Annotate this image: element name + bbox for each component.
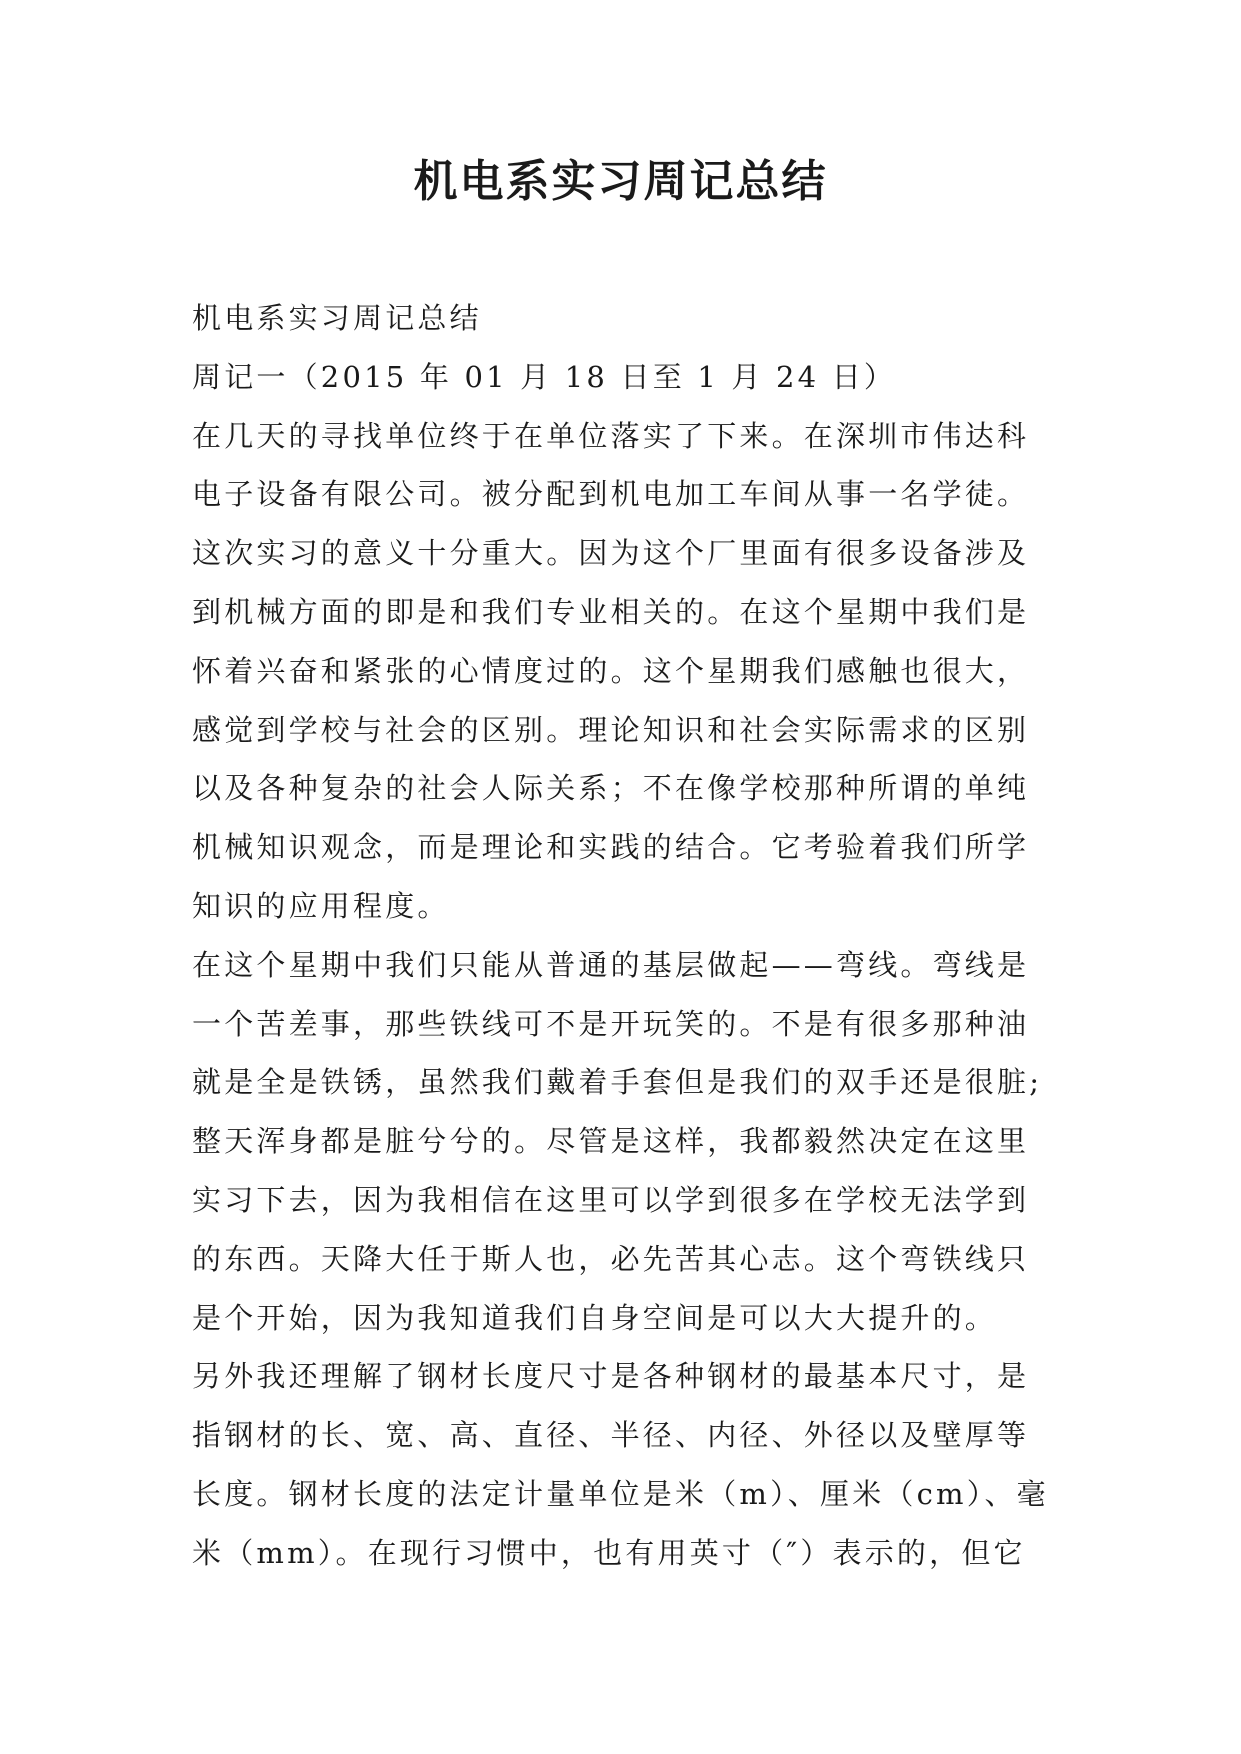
body-line: 的东西。天降大任于斯人也，必先苦其心志。这个弯铁线只 xyxy=(192,1241,1030,1276)
body-line: 机械知识观念，而是理论和实践的结合。它考验着我们所学 xyxy=(192,830,1030,865)
body-line: 到机械方面的即是和我们专业相关的。在这个星期中我们是 xyxy=(192,594,1030,629)
body-line: 长度。钢材长度的法定计量单位是米（m）、厘米（cm）、毫 xyxy=(192,1476,1049,1511)
body-line: 怀着兴奋和紧张的心情度过的。这个星期我们感触也很大， xyxy=(192,653,1030,688)
body-line: 就是全是铁锈，虽然我们戴着手套但是我们的双手还是很脏; xyxy=(192,1065,1043,1100)
body-line: 一个苦差事，那些铁线可不是开玩笑的。不是有很多那种油 xyxy=(192,1006,1030,1041)
document-body xyxy=(192,289,1092,1583)
body-line: 以及各种复杂的社会人际关系；不在像学校那种所谓的单纯 xyxy=(192,771,1030,806)
body-line: 是个开始，因为我知道我们自身空间是可以大大提升的。 xyxy=(192,1300,998,1335)
body-line: 感觉到学校与社会的区别。理论知识和社会实际需求的区别 xyxy=(192,712,1030,747)
body-line: 在这个星期中我们只能从普通的基层做起——弯线。弯线是 xyxy=(192,947,1030,982)
body-line: 指钢材的长、宽、高、直径、半径、内径、外径以及壁厚等 xyxy=(192,1418,1030,1453)
body-line: 知识的应用程度。 xyxy=(192,888,450,923)
body-line: 机电系实习周记总结 xyxy=(192,301,482,335)
body-line: 电子设备有限公司。被分配到机电加工车间从事一名学徒。 xyxy=(192,477,1030,512)
body-line: 整天浑身都是脏兮兮的。尽管是这样，我都毅然决定在这里 xyxy=(192,1124,1030,1159)
document-title: 机电系实习周记总结 xyxy=(413,156,828,207)
body-line: 在几天的寻找单位终于在单位落实了下来。在深圳市伟达科 xyxy=(192,418,1030,453)
body-line: 这次实习的意义十分重大。因为这个厂里面有很多设备涉及 xyxy=(192,536,1030,571)
body-line: 米（mm）。在现行习惯中，也有用英寸（″）表示的，但它 xyxy=(192,1535,1026,1570)
body-line: 实习下去，因为我相信在这里可以学到很多在学校无法学到 xyxy=(192,1182,1030,1217)
body-line: 周记一（2015 年 01 月 18 日至 1 月 24 日） xyxy=(192,359,897,394)
body-line: 另外我还理解了钢材长度尺寸是各种钢材的最基本尺寸，是 xyxy=(192,1359,1030,1394)
